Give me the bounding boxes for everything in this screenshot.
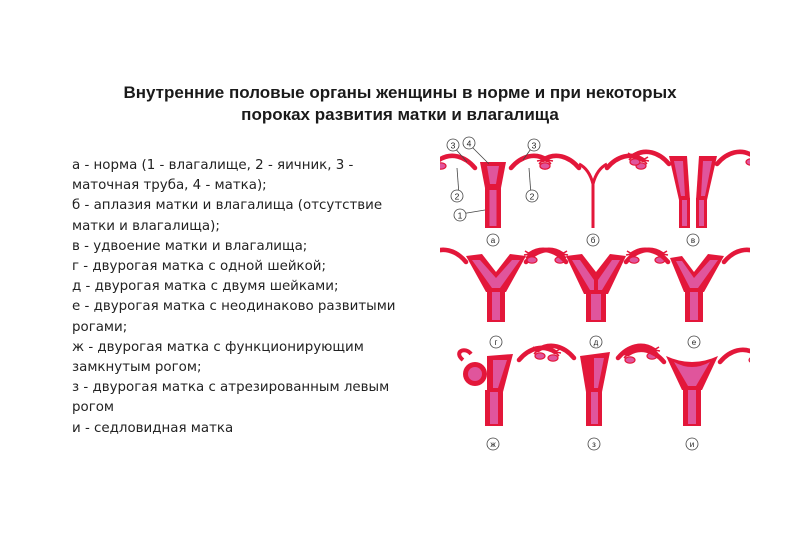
legend-line: в - удвоение матки и влагалища;: [72, 238, 308, 254]
title-line-2: пороках развития матки и влагалища: [241, 105, 559, 124]
figure-label-d: д: [593, 338, 599, 347]
figure-label-z: з: [592, 440, 596, 449]
legend-line: б - аплазия матки и влагалища (отсутствие: [72, 198, 383, 214]
figure-label-b: б: [590, 236, 596, 245]
figure-e: [626, 250, 750, 348]
legend-line: и - седловидная матка: [72, 420, 234, 436]
legend-line: ж - двурогая матка с функционирующим: [72, 339, 364, 355]
legend-line: з - двурогая матка с атрезированным левым: [72, 380, 390, 396]
legend-line: рогами;: [72, 319, 128, 335]
figure-label-a: а: [490, 236, 496, 245]
legend: [72, 156, 442, 439]
figure-d: [524, 250, 668, 348]
anatomy-figures: [440, 132, 750, 462]
callout-2-right: 2: [529, 191, 535, 202]
figure-label-zh: ж: [490, 440, 496, 449]
figure-label-i: и: [689, 440, 695, 449]
figure-label-e: е: [691, 338, 697, 347]
legend-line: г - двурогая матка с одной шейкой;: [72, 259, 327, 275]
legend-line: замкнутым рогом;: [72, 360, 202, 376]
figure-label-v: в: [690, 236, 696, 245]
callout-3-left: 3: [450, 140, 456, 151]
diagram-title: [40, 82, 760, 126]
figure-zh: [459, 348, 561, 450]
callout-2-left: 2: [454, 191, 460, 202]
title-line-1: Внутренние половые органы женщины в норме и при некоторых: [123, 83, 677, 102]
callout-3-right: 3: [531, 140, 537, 151]
figure-b: [537, 156, 649, 246]
legend-line: рогом: [72, 400, 115, 416]
legend-line: маточная труба, 4 - матка);: [72, 178, 267, 194]
legend-line: е - двурогая матка с неодинаково развитыми: [72, 299, 396, 315]
legend-line: матки и влагалища);: [72, 218, 220, 234]
figure-i: [622, 350, 750, 450]
figure-a: [440, 137, 553, 246]
callout-1: 1: [457, 210, 463, 221]
callout-4: 4: [466, 138, 472, 149]
legend-line: д - двурогая матка с двумя шейками;: [72, 279, 339, 295]
figure-label-g: г: [494, 338, 498, 347]
figure-g: [440, 250, 568, 348]
legend-line: а - норма (1 - влагалище, 2 - яичник, 3 -: [72, 158, 354, 173]
